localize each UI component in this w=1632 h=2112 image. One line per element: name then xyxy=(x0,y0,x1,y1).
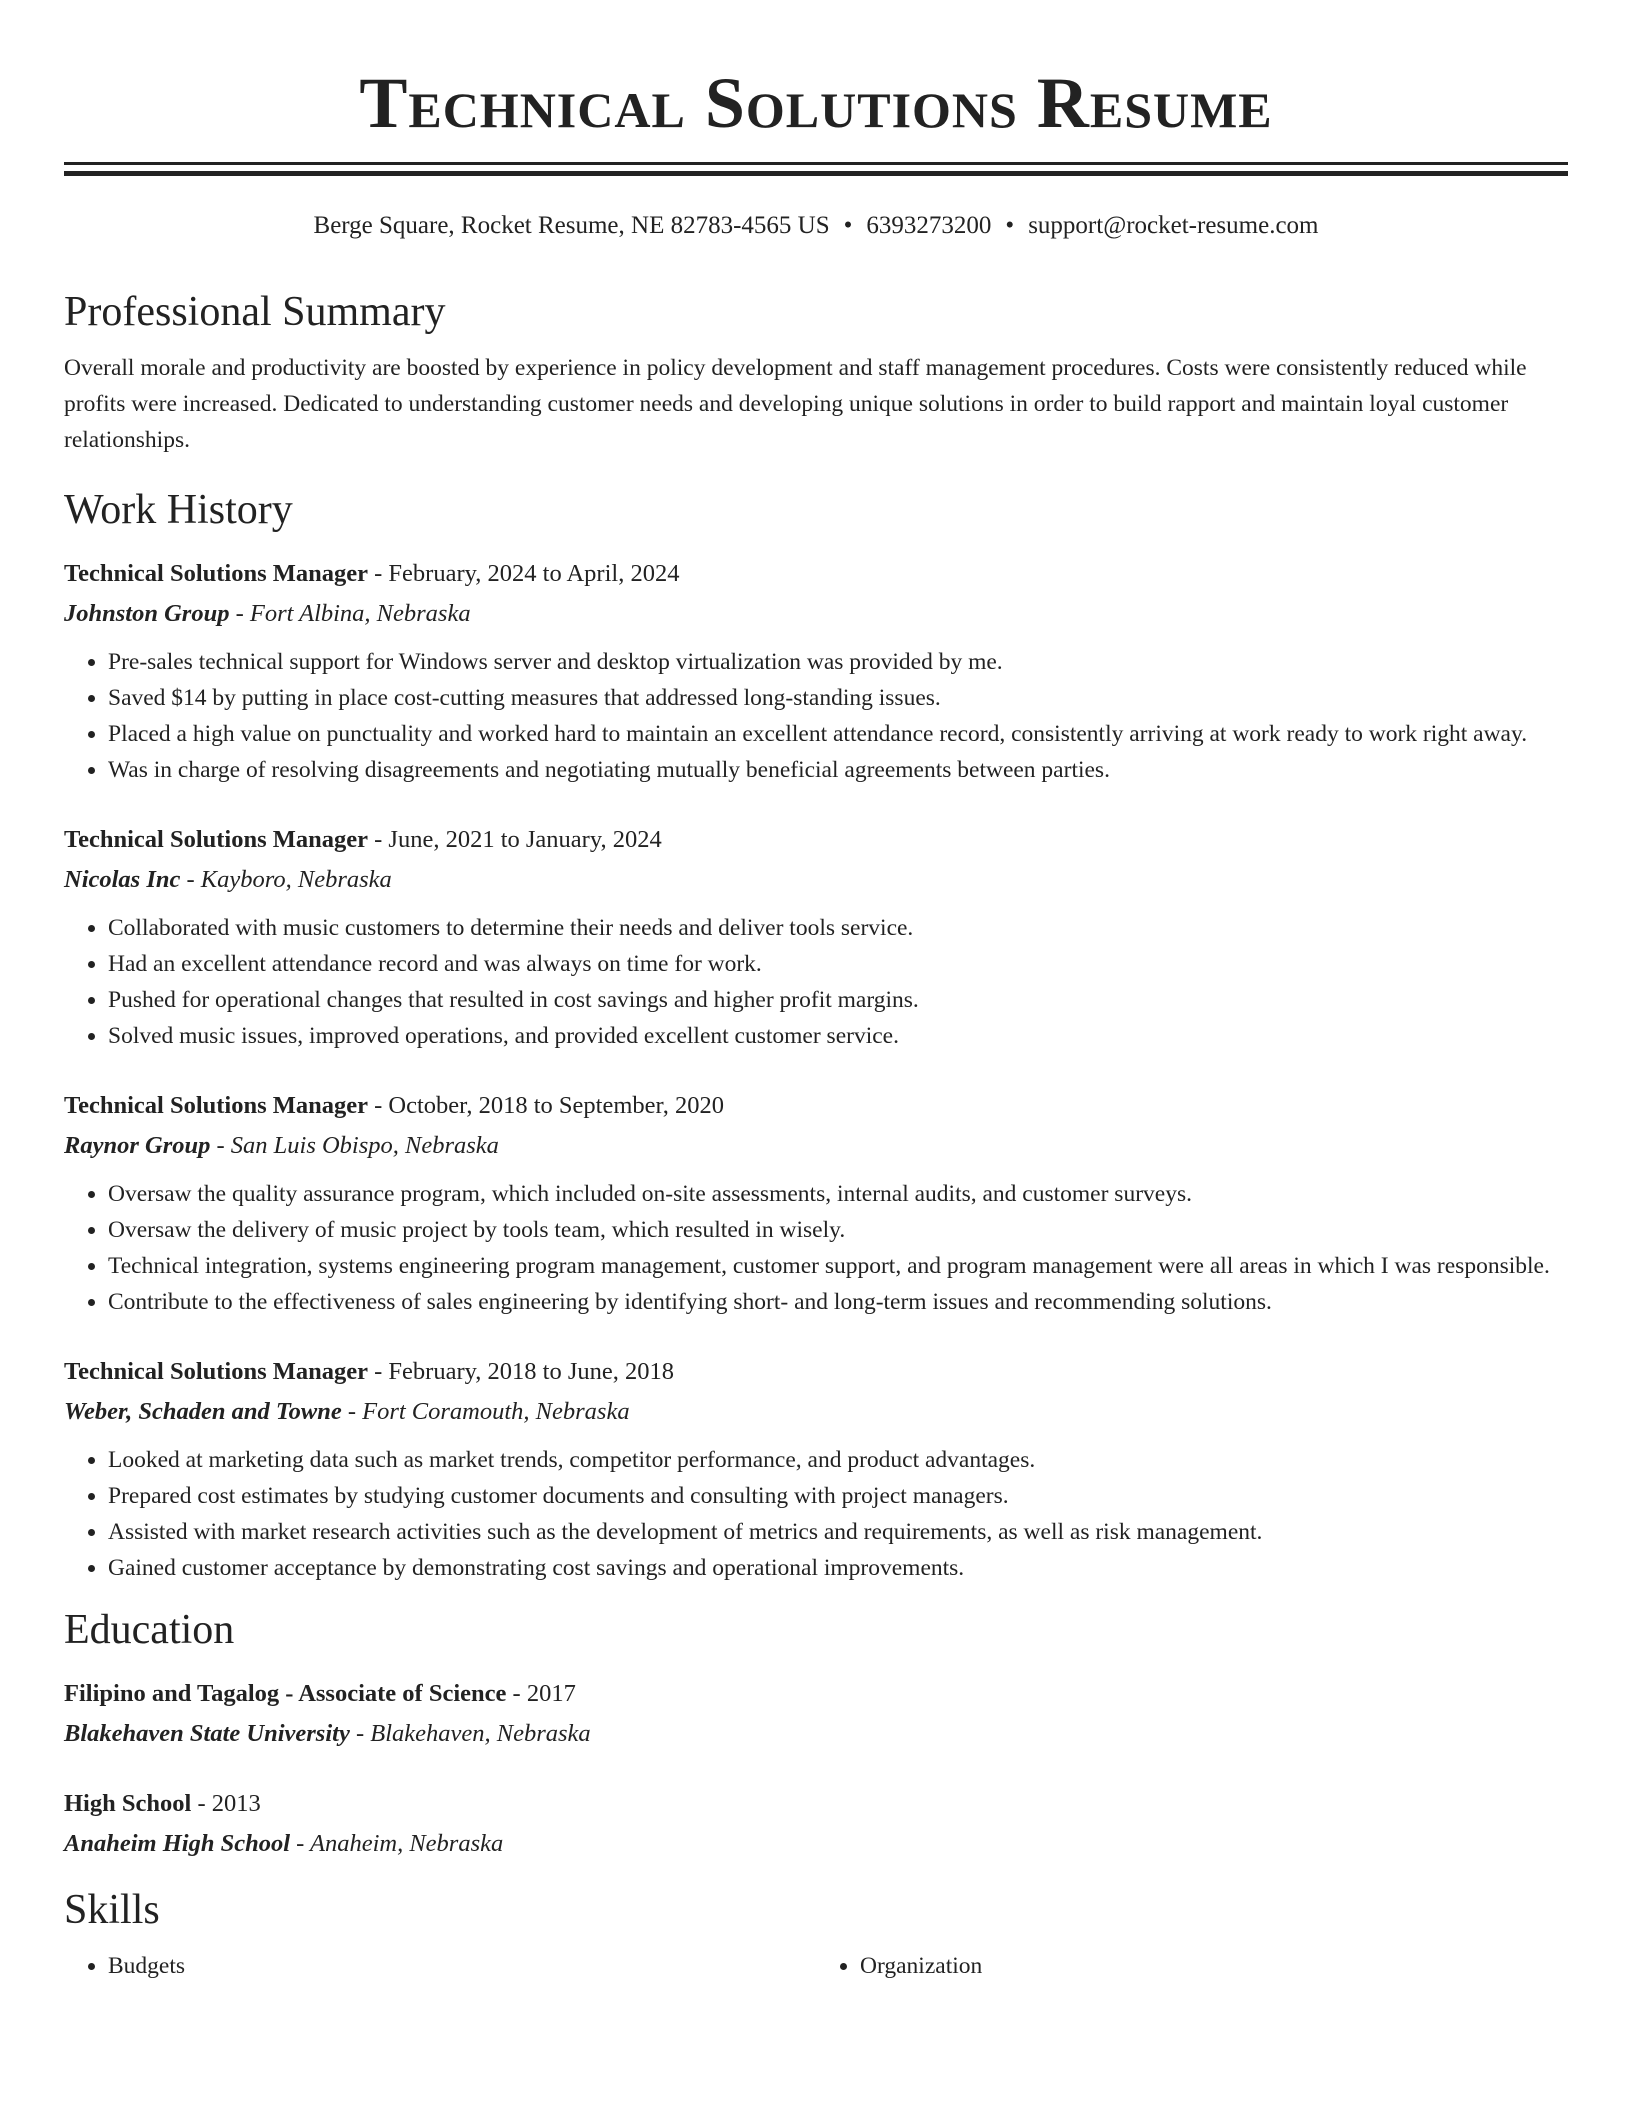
job-entry xyxy=(64,820,1568,1054)
job-entry xyxy=(64,1086,1568,1320)
summary-text: Overall morale and productivity are boosted by experience in policy development and staff management procedures. Costs were consistently reduced while profits were increased. Dedicated to understanding customer needs and developing unique solutions in order to build rapport and maintain loyal customer relationships. xyxy=(64,355,1527,453)
job-bullet: • Assisted with market research activities such as the development of metrics and requirements, as well as risk management. xyxy=(108,1514,1568,1550)
job-dates: - October, 2018 to September, 2020 xyxy=(368,1092,724,1119)
resume-page xyxy=(64,0,1568,1984)
resume-title: Technical Solutions Resume xyxy=(359,63,1273,143)
job-company: Nicolas Inc xyxy=(64,866,181,893)
contact-phone: 6393273200 xyxy=(866,212,992,239)
job-bullet: • Looked at marketing data such as market trends, competitor performance, and product advantages. xyxy=(108,1442,1568,1478)
job-title: Technical Solutions Manager xyxy=(64,1358,369,1385)
contact-separator: • xyxy=(1005,212,1015,239)
work-history-heading: Work History xyxy=(64,487,293,533)
job-location: - San Luis Obispo, Nebraska xyxy=(210,1132,499,1159)
skills-column-left xyxy=(64,1948,816,1984)
skill-item: • Organization xyxy=(860,1948,1568,1984)
summary-heading: Professional Summary xyxy=(64,289,446,335)
skills-column-right xyxy=(816,1948,1568,1984)
contact-separator: • xyxy=(843,212,853,239)
job-bullets xyxy=(64,1442,1568,1586)
education-heading: Education xyxy=(64,1607,235,1653)
education-entry xyxy=(64,1784,1568,1864)
education-school: Anaheim High School xyxy=(64,1830,291,1857)
job-entry xyxy=(64,554,1568,788)
job-bullets xyxy=(64,1176,1568,1320)
job-company: Weber, Schaden and Towne xyxy=(64,1398,342,1425)
education-degree: Filipino and Tagalog - Associate of Science xyxy=(64,1680,507,1707)
education-year: - 2013 xyxy=(191,1790,261,1817)
job-bullet: • Oversaw the quality assurance program, which included on-site assessments, internal audits, and customer surveys. xyxy=(108,1176,1568,1212)
job-bullet: • Oversaw the delivery of music project by tools team, which resulted in wisely. xyxy=(108,1212,1568,1248)
job-bullet: • Collaborated with music customers to determine their needs and deliver tools service. xyxy=(108,910,1568,946)
job-bullet: • Had an excellent attendance record and was always on time for work. xyxy=(108,946,1568,982)
education-entry xyxy=(64,1674,1568,1754)
skills-list xyxy=(64,1948,1568,1984)
title-rule-top xyxy=(64,162,1568,165)
job-entry xyxy=(64,1352,1568,1586)
job-location: - Kayboro, Nebraska xyxy=(180,866,392,893)
job-bullet: • Solved music issues, improved operations, and provided excellent customer service. xyxy=(108,1018,1568,1054)
job-company: Raynor Group xyxy=(64,1132,211,1159)
job-title: Technical Solutions Manager xyxy=(64,560,369,587)
education-school: Blakehaven State University xyxy=(64,1720,350,1747)
education-location: - Anaheim, Nebraska xyxy=(290,1830,504,1857)
job-bullet: • Placed a high value on punctuality and worked hard to maintain an excellent attendance record, consistently arriving at work ready to work right away. xyxy=(108,716,1568,752)
job-bullet: • Pushed for operational changes that resulted in cost savings and higher profit margins. xyxy=(108,982,1568,1018)
education-location: - Blakehaven, Nebraska xyxy=(349,1720,591,1747)
contact-address: Berge Square, Rocket Resume, NE 82783-4565 US xyxy=(313,212,830,239)
job-bullet: • Contribute to the effectiveness of sales engineering by identifying short- and long-term issues and recommending solutions. xyxy=(108,1284,1568,1320)
job-title: Technical Solutions Manager xyxy=(64,826,369,853)
job-bullet: • Prepared cost estimates by studying customer documents and consulting with project managers. xyxy=(108,1478,1568,1514)
education-year: - 2017 xyxy=(506,1680,576,1707)
title-rule-bottom xyxy=(64,171,1568,176)
job-dates: - February, 2018 to June, 2018 xyxy=(368,1358,674,1385)
skills-heading: Skills xyxy=(64,1887,160,1933)
job-dates: - June, 2021 to January, 2024 xyxy=(368,826,662,853)
job-bullet: • Saved $14 by putting in place cost-cutting measures that addressed long-standing issues. xyxy=(108,680,1568,716)
contact-email: support@rocket-resume.com xyxy=(1028,212,1319,239)
job-bullets xyxy=(64,644,1568,788)
contact-line xyxy=(64,210,1568,242)
job-location: - Fort Albina, Nebraska xyxy=(229,600,471,627)
job-company: Johnston Group xyxy=(64,600,230,627)
job-bullet: • Pre-sales technical support for Windows server and desktop virtualization was provided by me. xyxy=(108,644,1568,680)
job-location: - Fort Coramouth, Nebraska xyxy=(341,1398,630,1425)
job-bullet: • Gained customer acceptance by demonstrating cost savings and operational improvements. xyxy=(108,1550,1568,1586)
education-degree: High School xyxy=(64,1790,192,1817)
job-dates: - February, 2024 to April, 2024 xyxy=(368,560,680,587)
skill-item: • Budgets xyxy=(108,1948,816,1984)
job-bullet: • Technical integration, systems engineering program management, customer support, and program management were all areas in which I was responsible. xyxy=(108,1248,1568,1284)
job-bullet: • Was in charge of resolving disagreements and negotiating mutually beneficial agreements between parties. xyxy=(108,752,1568,788)
job-title: Technical Solutions Manager xyxy=(64,1092,369,1119)
job-bullets xyxy=(64,910,1568,1054)
